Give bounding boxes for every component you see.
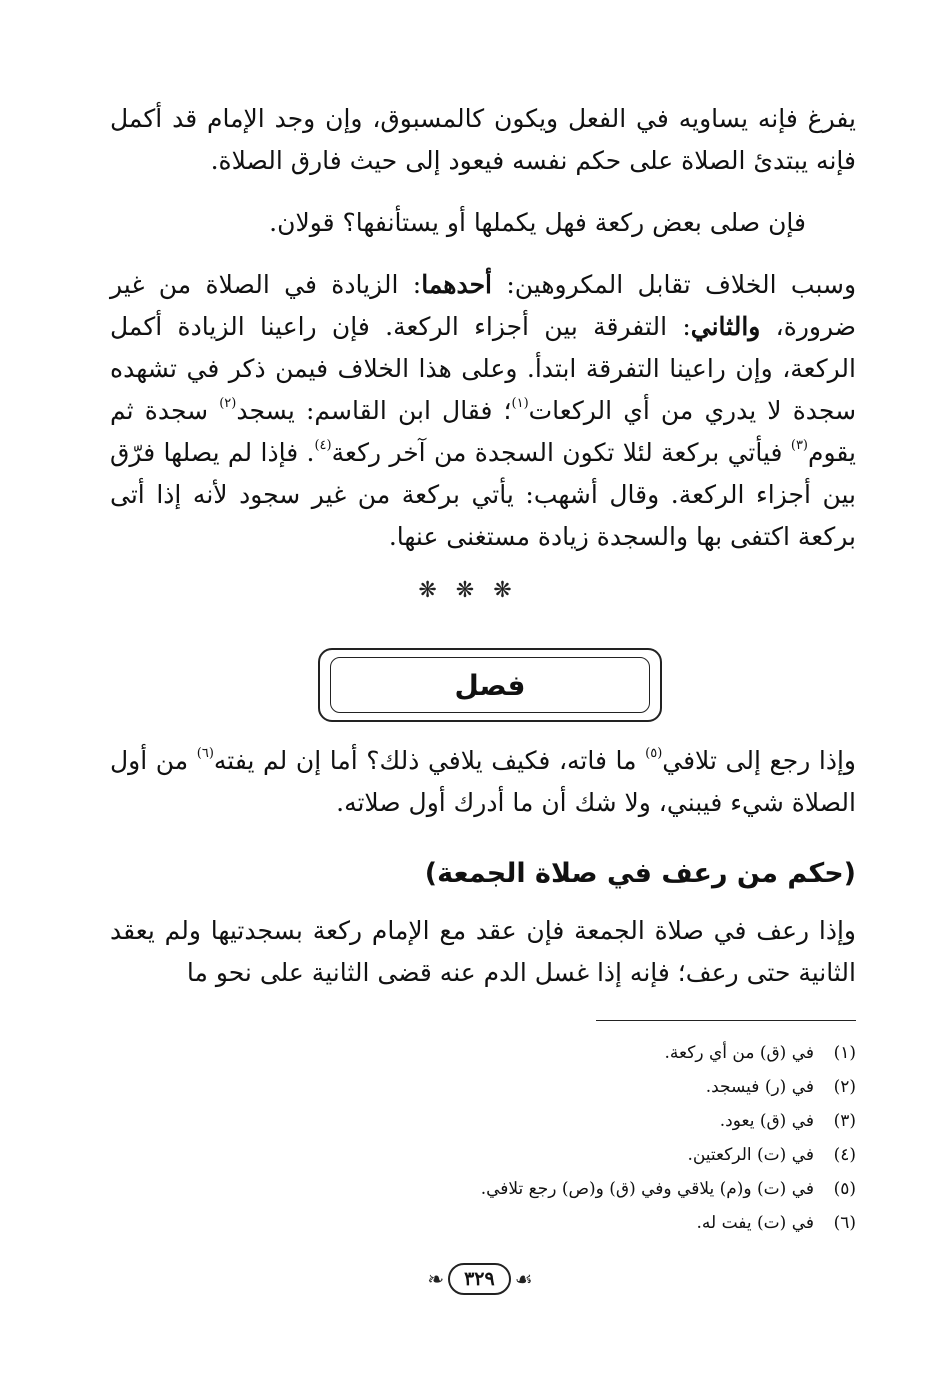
- footnote-item: [300, 1104, 856, 1138]
- paragraph-continuation: يفرغ فإنه يساويه في الفعل ويكون كالمسبوق، وإن وجد الإمام قد أكمل فإنه يبتدئ الصلاة على حكم نفسه فيعود إلى حيث فارق الصلاة.: [110, 104, 856, 175]
- p4-text-1: وإذا رجع إلى تلافي: [662, 746, 856, 775]
- footnote-ref-6[interactable]: (٦): [196, 746, 214, 761]
- footnote-divider: [596, 1020, 856, 1021]
- footnote-item: [300, 1138, 856, 1172]
- footnote-number: (٦): [833, 1213, 856, 1233]
- footnote-item: [300, 1172, 856, 1206]
- p3-bold-second: والثاني: [690, 312, 761, 341]
- footnote-number: (٥): [833, 1179, 856, 1199]
- p4-text-3: من أول الصلاة شيء فيبني، ولا شك أن ما أدرك أول صلاته.: [110, 746, 856, 817]
- p3-text-3: : التفرقة بين أجزاء الركعة. فإن راعينا الزيادة أكمل الركعة، وإن راعينا التفرقة ابتدأ. وعلى هذا الخلاف فيمن ذكر في تشهده سجدة لا يدري من أي الركعات: [110, 312, 857, 425]
- fasl-heading-frame: [318, 648, 662, 722]
- footnotes-list: [300, 1036, 856, 1240]
- footnote-item: [300, 1036, 856, 1070]
- footnote-item: [300, 1206, 856, 1240]
- footnote-number: (١): [833, 1043, 856, 1063]
- ornament-left-icon: ❧: [427, 1267, 445, 1291]
- footnote-number: (٣): [833, 1111, 856, 1131]
- p3-text-7: . فإذا لم يصلها فرّق بين أجزاء الركعة. وقال أشهب: يأتي بركعة من غير سجود لأنه إذا أتى بركعة اكتفى بها والسجدة زيادة مستغنى عنها.: [110, 438, 856, 551]
- p3-text-2: : الزيادة في الصلاة من غير ضرورة،: [110, 270, 856, 341]
- footnote-ref-1[interactable]: (١): [511, 396, 529, 411]
- footnote-text: في (ق) من أي ركعة.: [664, 1043, 814, 1063]
- footnote-ref-2[interactable]: (٢): [219, 396, 237, 411]
- p4-text-2: ما فاته، فكيف يلافي ذلك؟ أما إن لم يفته: [213, 746, 646, 775]
- p3-text-5: سجدة ثم يقوم: [110, 396, 856, 467]
- footnote-ref-4[interactable]: (٤): [314, 438, 332, 453]
- footnote-text: في (ت) و(م) يلاقي وفي (ق) و(ص) رجع تلافي.: [480, 1179, 814, 1199]
- paragraph-friday-nosebleed: وإذا رعف في صلاة الجمعة فإن عقد مع الإمام ركعة بسجدتيها ولم يعقد الثانية حتى رعف؛ فإنه إذا غسل الدم عنه قضى الثانية على نحو ما: [110, 916, 856, 987]
- p3-bold-first: أحدهما: [421, 270, 492, 299]
- ornament-right-icon: ☙: [514, 1267, 533, 1291]
- paragraph-reason-of-dispute: [110, 264, 856, 558]
- p3-text-1: وسبب الخلاف تقابل المكروهين:: [506, 270, 857, 299]
- paragraph-partial-rakah: فإن صلى بعض ركعة فهل يكملها أو يستأنفها؟ قولان.: [269, 208, 806, 237]
- p3-text-6: فيأتي بركعة لئلا تكون السجدة من آخر ركعة: [331, 438, 791, 467]
- footnote-number: (٤): [833, 1145, 856, 1165]
- p3-text-4: ؛ فقال ابن القاسم: يسجد: [236, 396, 512, 425]
- page-number: ٣٢٩: [448, 1263, 511, 1295]
- footnote-item: [300, 1070, 856, 1104]
- footnote-text: في (ت) يفت له.: [696, 1213, 814, 1233]
- page-number-ornament: [412, 1262, 548, 1296]
- footnote-ref-5[interactable]: (٥): [645, 746, 663, 761]
- section-separator-stars: ❋ ❋ ❋: [418, 578, 518, 603]
- paragraph-making-up: [110, 740, 856, 824]
- fasl-heading-inner-frame: [330, 657, 650, 713]
- fasl-title: فصل: [454, 668, 526, 702]
- footnote-ref-3[interactable]: (٣): [790, 438, 808, 453]
- section-heading: (حكم من رعف في صلاة الجمعة): [424, 858, 856, 889]
- footnote-number: (٢): [833, 1077, 856, 1097]
- footnote-text: في (ق) يعود.: [719, 1111, 814, 1131]
- footnote-text: في (ت) الركعتين.: [687, 1145, 814, 1165]
- footnote-text: في (ر) فيسجد.: [705, 1077, 814, 1097]
